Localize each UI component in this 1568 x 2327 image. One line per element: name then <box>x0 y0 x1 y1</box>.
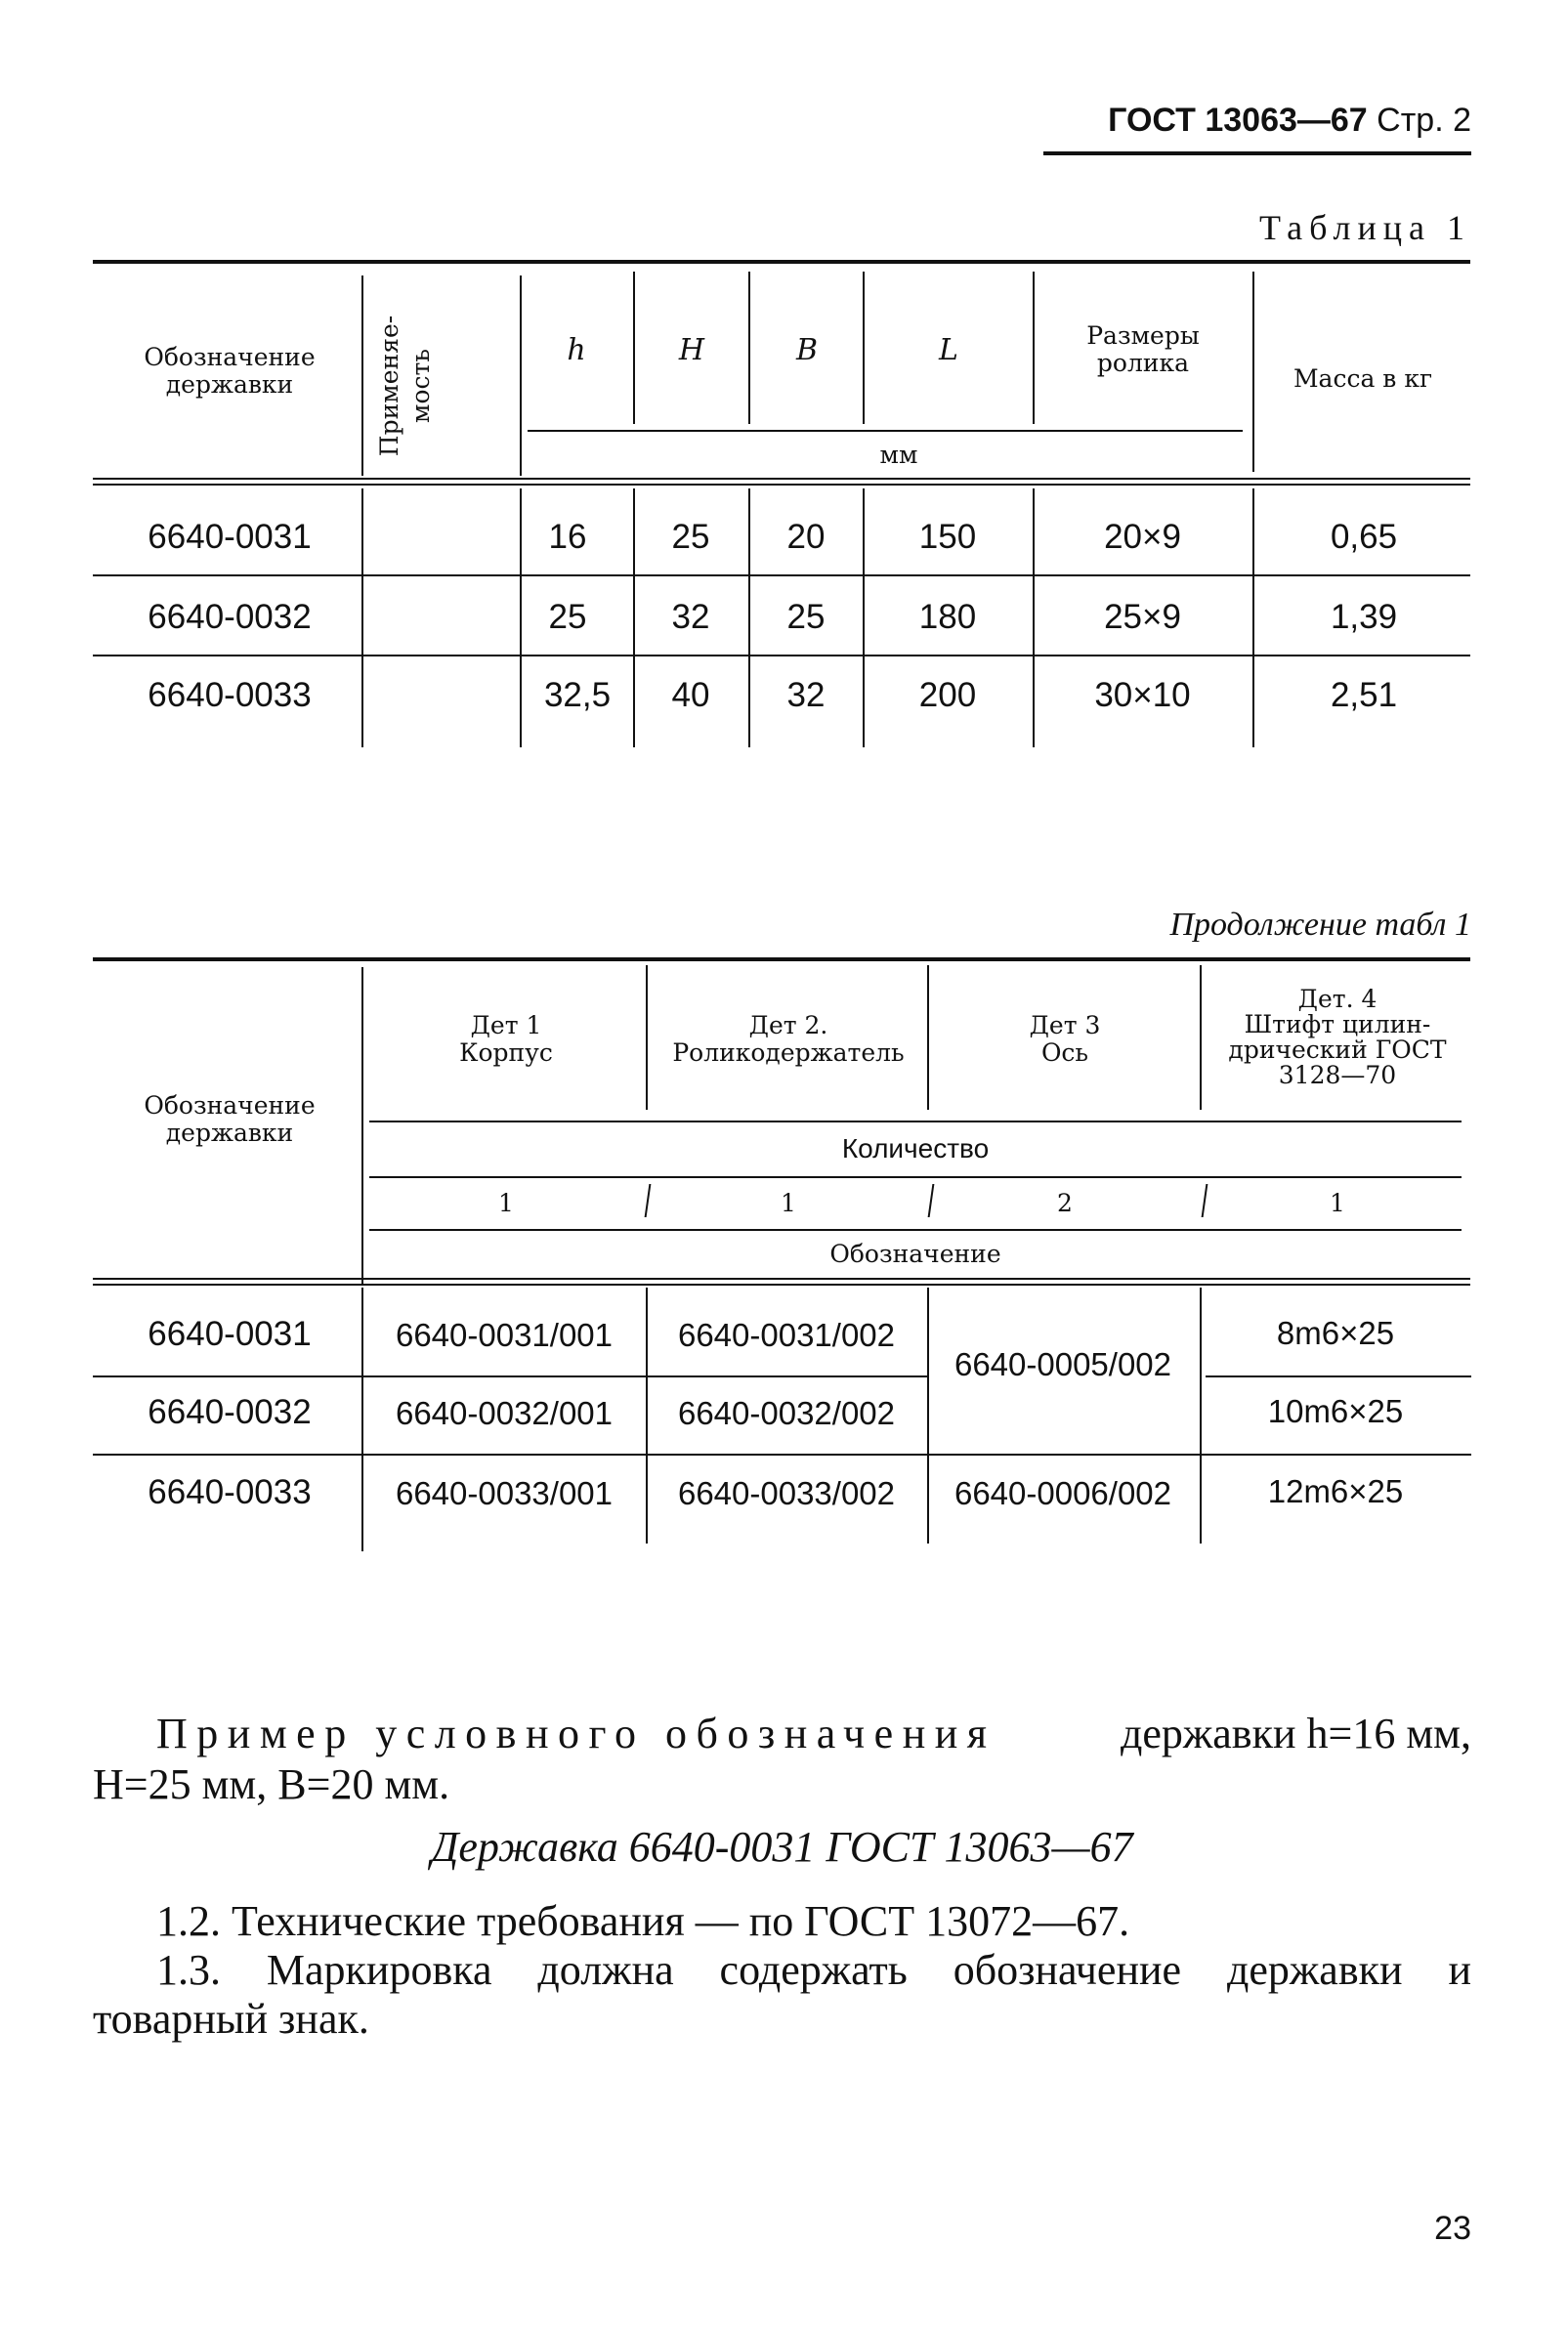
t1-mass: 1,39 <box>1330 598 1398 636</box>
t1-H: 40 <box>671 676 710 714</box>
t1-vline <box>520 488 522 747</box>
running-header <box>1045 102 1471 140</box>
table1-top-rule <box>93 260 1470 264</box>
t1-roller: 30×10 <box>1094 676 1191 714</box>
t1-vline <box>863 272 865 424</box>
t2-header-rule <box>93 1284 1470 1286</box>
t1-row-rule <box>93 655 1470 656</box>
t1-B: 32 <box>786 676 826 714</box>
t2-qty-3: 2 <box>1057 1189 1073 1217</box>
t2-vline <box>927 965 929 1110</box>
example-spaced: Пример условного обозначения <box>156 1710 996 1757</box>
t1-h: 32,5 <box>543 676 612 714</box>
t2-vline <box>1200 1288 1202 1544</box>
t1-vline <box>520 275 522 476</box>
t2-det2-name: Роликодержатель <box>672 1038 905 1067</box>
t1-vline <box>863 488 865 747</box>
t1-B: 20 <box>786 518 826 556</box>
t1-vline <box>1252 488 1254 747</box>
table2-top-rule <box>93 957 1470 961</box>
t2-designation: 6640-0033 <box>148 1473 312 1511</box>
t1-col-H: H <box>678 333 705 367</box>
t2-rule-qtyvals <box>369 1229 1462 1231</box>
t2-vline <box>646 1288 648 1544</box>
t2-det3-num: Дет 3 <box>1029 1011 1101 1039</box>
page-label: Стр. 2 <box>1377 102 1471 139</box>
t1-mm-rule <box>528 430 1243 432</box>
t1-row-rule <box>93 574 1470 576</box>
t2-qty-2: 1 <box>781 1189 796 1217</box>
t1-vline <box>1252 272 1254 472</box>
t1-mass: 0,65 <box>1330 518 1398 556</box>
example-line2: H=25 мм, B=20 мм. <box>93 1760 450 1808</box>
t2-det4: 10m6×25 <box>1267 1393 1404 1429</box>
t1-roller: 20×9 <box>1104 518 1181 556</box>
t2-row-rule <box>1206 1375 1471 1377</box>
t1-h: 16 <box>548 518 587 556</box>
paragraph-1-3-line1: 1.3. Маркировка должна содержать обозначение державки и <box>156 1946 1471 1994</box>
t2-row-rule <box>93 1375 928 1377</box>
t2-det2: 6640-0031/002 <box>677 1317 896 1353</box>
header-rule <box>1043 151 1471 155</box>
t2-det2-header <box>653 1012 924 1067</box>
t1-vline <box>1033 488 1035 747</box>
t1-col-roller: Размеры ролика <box>1086 321 1200 377</box>
t1-vline <box>361 275 363 476</box>
t2-det2: 6640-0033/002 <box>677 1475 896 1511</box>
t1-vline <box>361 488 363 747</box>
t1-designation: 6640-0032 <box>148 598 312 636</box>
t2-qty-4: 1 <box>1330 1189 1345 1217</box>
t1-designation: 6640-0031 <box>148 518 312 556</box>
gost-title: ГОСТ 13063—67 <box>1108 102 1368 139</box>
t2-rule-qty <box>369 1176 1462 1178</box>
t1-col-L: L <box>939 333 958 367</box>
t2-vline <box>361 1288 363 1551</box>
t1-unit-mm: мм <box>879 441 918 469</box>
example-line1 <box>156 1710 1471 1758</box>
t2-det4-num: Дет. 4 <box>1297 985 1377 1013</box>
t2-det1: 6640-0033/001 <box>395 1475 614 1511</box>
t1-col-B: B <box>795 333 819 367</box>
t1-vline <box>748 488 750 747</box>
t2-qty-tick <box>1202 1184 1208 1217</box>
t1-L: 180 <box>918 598 977 636</box>
table2-caption: Продолжение табл 1 <box>1169 907 1471 943</box>
t2-row-rule <box>93 1454 1471 1456</box>
t2-det1: 6640-0032/001 <box>395 1395 614 1431</box>
paragraph-1-2: 1.2. Технические требования — по ГОСТ 13072—67. <box>156 1897 1130 1945</box>
page-number: 23 <box>1434 2210 1471 2247</box>
t2-det2: 6640-0032/002 <box>677 1395 896 1431</box>
t2-det1-header <box>369 1012 643 1067</box>
t1-col-mass: Масса в кг <box>1293 364 1433 393</box>
t2-qty-tick <box>645 1184 652 1217</box>
t2-designation: 6640-0032 <box>148 1393 312 1431</box>
t1-col-h: h <box>567 333 586 367</box>
t1-header-rule <box>93 478 1470 480</box>
t1-vline <box>748 272 750 424</box>
t2-det2-num: Дет 2. <box>748 1011 828 1039</box>
t1-vline <box>633 272 635 424</box>
t2-quantity-label: Количество <box>841 1133 990 1164</box>
t2-vline <box>1200 965 1202 1110</box>
t2-qty-1: 1 <box>498 1189 514 1217</box>
t2-det4: 12m6×25 <box>1267 1473 1404 1509</box>
t1-designation: 6640-0033 <box>148 676 312 714</box>
t2-det1-num: Дет 1 <box>470 1011 542 1039</box>
t2-vline <box>361 967 363 1284</box>
t2-det4: 8m6×25 <box>1276 1315 1395 1351</box>
t1-col-designation: Обозначение державки <box>144 343 316 399</box>
t1-vline <box>1033 272 1035 424</box>
t1-B: 25 <box>786 598 826 636</box>
t1-L: 200 <box>918 676 977 714</box>
t1-roller: 25×9 <box>1104 598 1181 636</box>
t2-det3-header <box>934 1012 1196 1067</box>
t1-h: 25 <box>548 598 587 636</box>
t2-rule-det <box>369 1121 1462 1122</box>
t1-H: 25 <box>671 518 710 556</box>
t2-col-designation: Обозначение державки <box>144 1091 316 1147</box>
t2-designation: 6640-0031 <box>148 1315 312 1353</box>
t2-header-rule <box>93 1278 1470 1280</box>
t2-det3-merged: 6640-0005/002 <box>954 1346 1172 1382</box>
t2-det4-header <box>1209 987 1465 1088</box>
t2-designation-label: Обозначение <box>829 1240 1001 1268</box>
t2-det1: 6640-0031/001 <box>395 1317 614 1353</box>
t1-mass: 2,51 <box>1330 676 1398 714</box>
example-rest: державки h=16 мм, <box>1120 1710 1471 1757</box>
t1-header-rule <box>93 484 1470 486</box>
t1-col-applicability: Применяе-мость <box>375 315 435 457</box>
t1-vline <box>633 488 635 747</box>
table1-caption: Таблица 1 <box>1259 208 1471 247</box>
t2-det3: 6640-0006/002 <box>954 1475 1172 1511</box>
t2-det4-name: Штифт цилин-дрический ГОСТ 3128—70 <box>1228 1010 1447 1089</box>
example-designation: Державка 6640-0031 ГОСТ 13063—67 <box>431 1823 1133 1871</box>
t2-det1-name: Корпус <box>459 1038 553 1067</box>
t1-L: 150 <box>918 518 977 556</box>
paragraph-1-3-line2: товарный знак. <box>93 1995 369 2043</box>
t1-H: 32 <box>671 598 710 636</box>
t2-vline <box>927 1288 929 1544</box>
t2-det3-name: Ось <box>1040 1038 1089 1067</box>
t2-vline <box>646 965 648 1110</box>
